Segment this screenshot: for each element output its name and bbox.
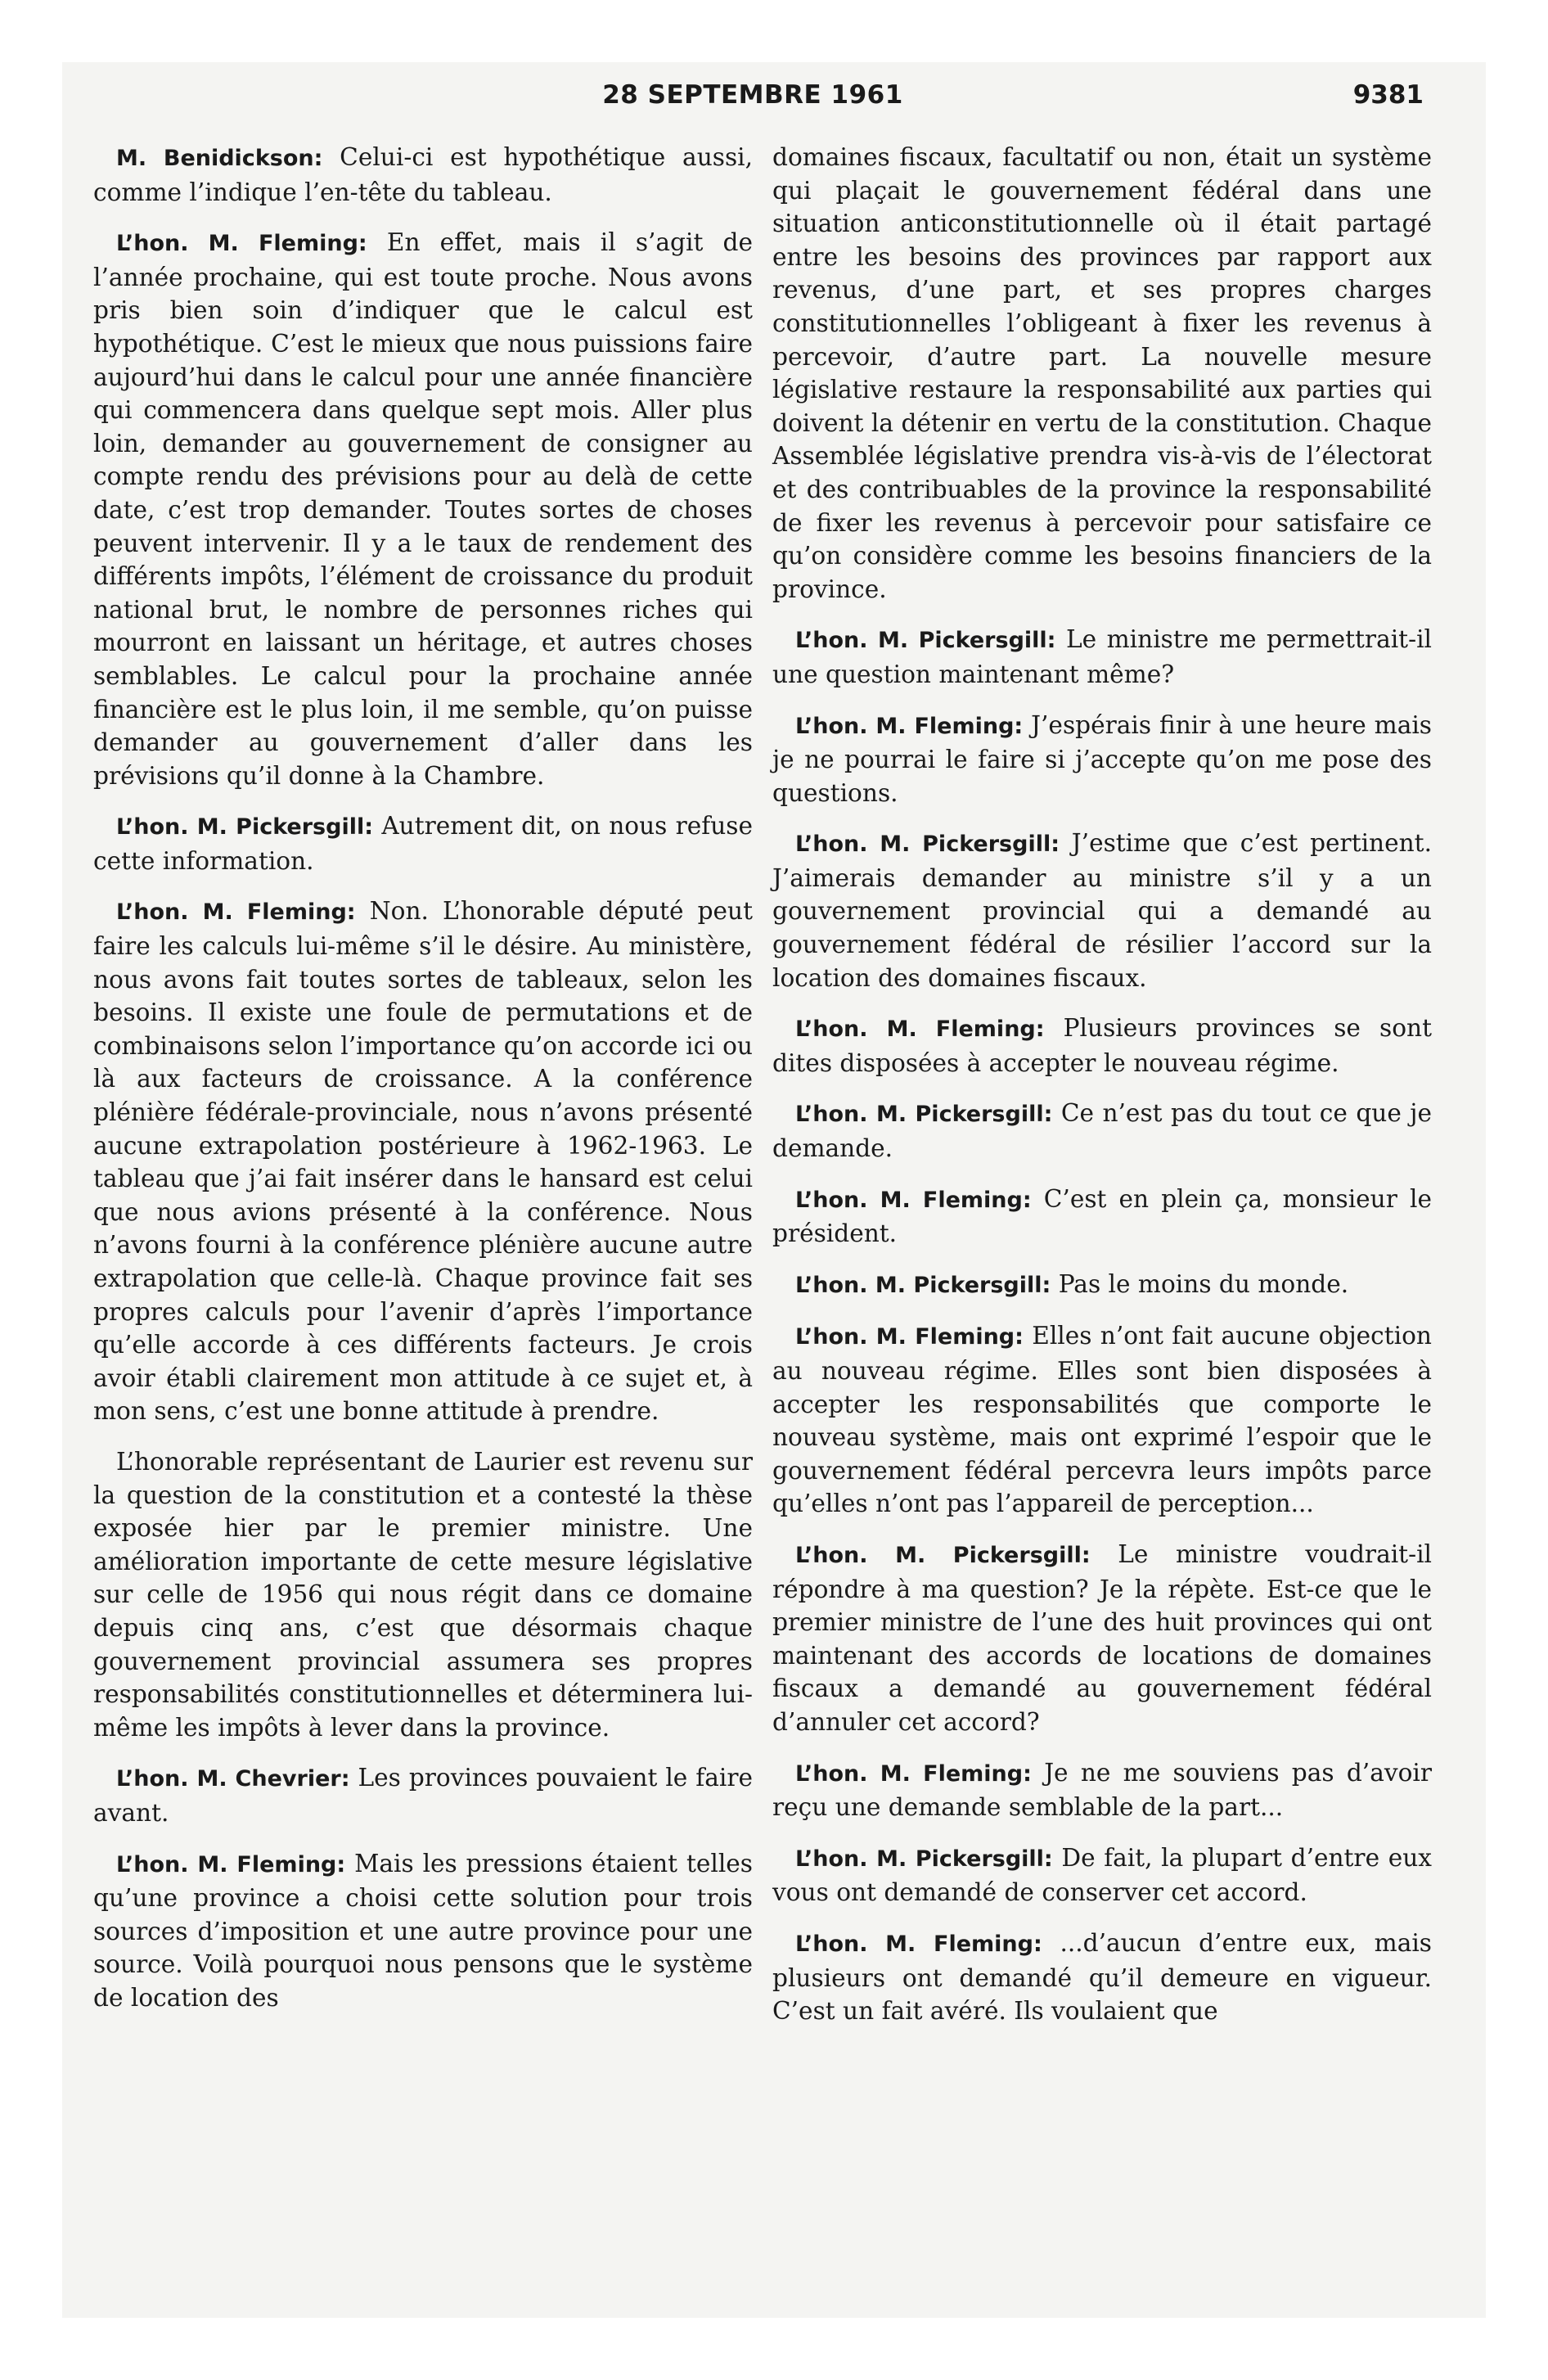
speaker-name: L’hon. M. Pickersgill: bbox=[795, 1846, 1053, 1872]
speaker-name: L’hon. M. Pickersgill: bbox=[795, 1102, 1053, 1128]
paragraph-text: J’estime que c’est pertinent. J’aimerais demander au ministre s’il y a un gouvernement provincial qui a demandé au gouvernement fédéral de résilier l’accord sur la location des domaines fiscaux. bbox=[772, 829, 1432, 992]
paragraph bbox=[93, 1847, 753, 2015]
paragraph-text: En effet, mais il s’agit de l’année prochaine, qui est toute proche. Nous avons pris bien soin d’indiquer que le calcul est hypothétique. C’est le mieux que nous puissions faire aujourd’hui dans le calcul pour une année financière qui commencera dans quelque sept mois. Aller plus loin, demander au gouvernement de consigner au compte rendu des prévisions pour au delà de cette date, c’est trop demander. Toutes sortes de choses peuvent intervenir. Il y a le taux de rendement des différents impôts, l’élément de croissance du produit national brut, le nombre de personnes riches qui mourront en laissant un héritage, et autres choses semblables. Le calcul pour la prochaine année financière est le plus loin, il me semble, qu’on puisse demander au gouvernement d’aller dans les prévisions qu’il donne à la Chambre. bbox=[93, 228, 753, 790]
paragraph bbox=[772, 1097, 1432, 1165]
paragraph bbox=[93, 1445, 753, 1744]
paragraph bbox=[772, 1268, 1432, 1303]
paragraph-text: L’honorable représentant de Laurier est revenu sur la question de la constitution et a contesté la thèse exposée hier par le premier ministre. Une amélioration importante de cette mesure législative sur celle de 1956 qui nous régit dans ce domaine depuis cinq ans, c’est que désormais chaque gouvernement provincial assumera ses propres responsabilités constitutionnelles et déterminera lui-même les impôts à lever dans la province. bbox=[93, 1447, 753, 1742]
paragraph bbox=[93, 1761, 753, 1829]
speaker-name: L’hon. M. Pickersgill: bbox=[116, 814, 374, 841]
page-header bbox=[82, 80, 1424, 129]
paragraph bbox=[772, 1841, 1432, 1909]
speaker-name: L’hon. M. Fleming: bbox=[795, 1931, 1042, 1957]
paragraph-text: C’est en plein ça, monsieur le président. bbox=[772, 1184, 1432, 1248]
speaker-name: M. Benidickson: bbox=[116, 146, 323, 171]
speaker-name: L’hon. M. Pickersgill: bbox=[795, 832, 1060, 858]
paragraph-text: Je ne me souviens pas d’avoir reçu une demande semblable de la part... bbox=[772, 1758, 1432, 1822]
paragraph bbox=[772, 1183, 1432, 1251]
paragraph-text: Le ministre me permettrait-il une question maintenant même? bbox=[772, 625, 1433, 688]
page-number: 9381 bbox=[1352, 80, 1424, 110]
paragraph bbox=[93, 809, 753, 877]
speaker-name: L’hon. M. Fleming: bbox=[795, 1324, 1024, 1350]
page-date-title: 28 SEPTEMBRE 1961 bbox=[602, 80, 903, 110]
paragraph bbox=[772, 1012, 1432, 1080]
speaker-name: L’hon. M. Chevrier: bbox=[116, 1766, 350, 1792]
paragraph-text: Le ministre voudrait-il répondre à ma question? Je la répète. Est-ce que le premier ministre de l’une des huit provinces qui ont maintenant des accords de locations de domaines fiscaux a demandé au gouvernement fédéral d’annuler cet accord? bbox=[772, 1539, 1432, 1736]
paragraph-text: Autrement dit, on nous refuse cette information. bbox=[93, 812, 753, 875]
paragraph bbox=[772, 709, 1432, 810]
paragraph bbox=[772, 141, 1432, 606]
paragraph bbox=[772, 1319, 1432, 1521]
paragraph bbox=[772, 1538, 1432, 1739]
speaker-name: L’hon. M. Fleming: bbox=[116, 1851, 346, 1877]
paragraph-text: Plusieurs provinces se sont dites disposées à accepter le nouveau régime. bbox=[772, 1014, 1432, 1077]
paragraph-text: De fait, la plupart d’entre eux vous ont demandé de conserver cet accord. bbox=[772, 1843, 1432, 1907]
paragraph-text: Non. L’honorable député peut faire les calculs lui-même s’il le désire. Au ministère, nous avons fait toutes sortes de tableaux, selon les besoins. Il existe une foule de permutations et de combinaisons selon l’importance qu’on accorde ici ou là aux facteurs de croissance. A la conférence plénière fédérale-provinciale, nous n’avons présenté aucune extrapolation postérieure à 1962-1963. Le tableau que j’ai fait insérer dans le hansard est celui que nous avions présenté à la conférence. Nous n’avons fourni à la conférence plénière aucune autre extrapolation que celle-là. Chaque province fait ses propres calculs pour l’avenir d’après l’importance qu’elle accorde à ces différents facteurs. Je crois avoir établi clairement mon attitude à ce sujet et, à mon sens, c’est une bonne attitude à prendre. bbox=[93, 897, 753, 1426]
paragraph bbox=[772, 827, 1432, 994]
paragraph-text: Les provinces pouvaient le faire avant. bbox=[93, 1764, 753, 1827]
paragraph-text: ...d’aucun d’entre eux, mais plusieurs ont demandé qu’il demeure en vigueur. C’est un fait avéré. Ils voulaient que bbox=[772, 1928, 1432, 2026]
paragraph-text: domaines fiscaux, facultatif ou non, était un système qui plaçait le gouvernement fédéral dans une situation anticonstitutionnelle où il était partagé entre les besoins des provinces par rapport aux revenus, d’une part, et ses propres charges constitutionnelles l’obligeant à fixer les revenus à percevoir, d’autre part. La nouvelle mesure législative restaure la responsabilité aux parties qui doivent la détenir en vertu de la constitution. Chaque Assemblée législative prendra vis-à-vis de l’électorat et des contribuables de la province la responsabilité de fixer les revenus à percevoir pour satisfaire ce qu’on considère comme les besoins financiers de la province. bbox=[772, 143, 1432, 603]
paragraph bbox=[772, 1927, 1432, 2028]
speaker-name: L’hon. M. Pickersgill: bbox=[795, 1272, 1051, 1298]
speaker-name: L’hon. M. Pickersgill: bbox=[795, 1542, 1091, 1568]
paragraph bbox=[772, 623, 1432, 691]
paragraph bbox=[772, 1756, 1432, 1824]
paragraph-text: Pas le moins du monde. bbox=[1058, 1269, 1349, 1298]
speaker-name: L’hon. M. Fleming: bbox=[795, 1760, 1032, 1787]
speaker-name: L’hon. M. Fleming: bbox=[116, 231, 367, 257]
right-column bbox=[772, 141, 1432, 2045]
paragraph-text: J’espérais finir à une heure mais je ne pourrai le faire si j’accepte qu’on me pose des questions. bbox=[772, 710, 1432, 807]
speaker-name: L’hon. M. Pickersgill: bbox=[795, 628, 1056, 654]
speaker-name: L’hon. M. Fleming: bbox=[795, 1016, 1045, 1043]
paragraph bbox=[93, 141, 753, 209]
paragraph-text: Celui-ci est hypothétique aussi, comme l’indique l’en-tête du tableau. bbox=[93, 143, 754, 206]
speaker-name: L’hon. M. Fleming: bbox=[795, 1187, 1032, 1213]
speaker-name: L’hon. M. Fleming: bbox=[116, 899, 356, 926]
paragraph-text: Elles n’ont fait aucune objection au nouveau régime. Elles sont bien disposées à accepter les responsabilités que comporte le nouveau système, mais ont exprimé l’espoir que le gouvernement fédéral percevra leurs impôts parce qu’elles n’ont pas l’appareil de perception... bbox=[772, 1322, 1432, 1518]
paragraph bbox=[93, 226, 753, 792]
speaker-name: L’hon. M. Fleming: bbox=[795, 713, 1024, 739]
paragraph bbox=[93, 895, 753, 1428]
left-column bbox=[93, 141, 753, 2031]
paragraph-text: Ce n’est pas du tout ce que je demande. bbox=[772, 1099, 1432, 1163]
paragraph-text: Mais les pressions étaient telles qu’une province a choisi cette solution pour trois sources d’imposition et une autre province pour une source. Voilà pourquoi nous pensons que le système de location des bbox=[93, 1849, 753, 2012]
